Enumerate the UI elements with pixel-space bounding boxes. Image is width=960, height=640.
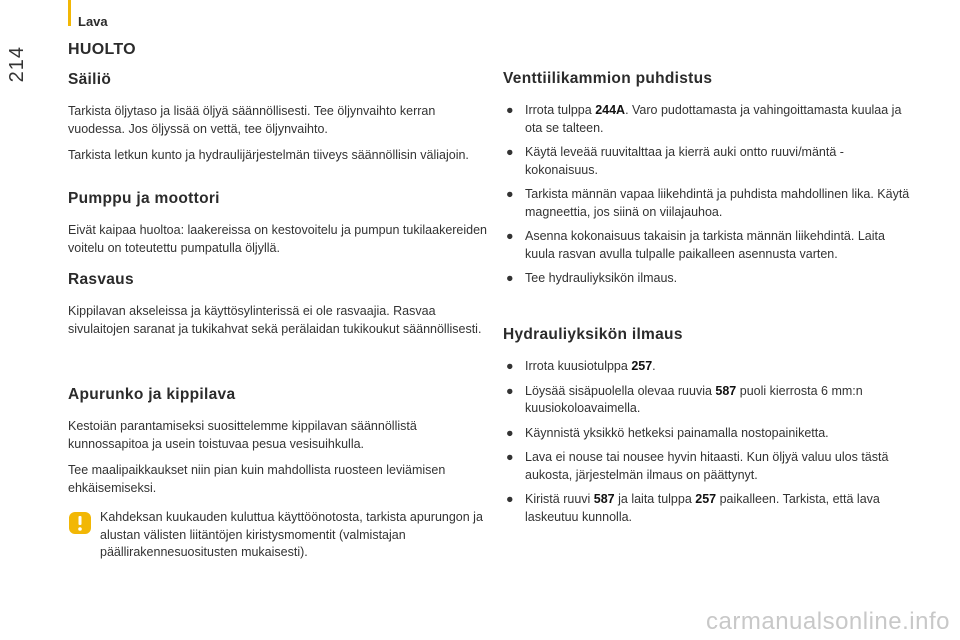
section-hydrauliyksikko (503, 326, 913, 533)
list-item: ● Lava ei nouse tai nousee hyvin hitaasti. Kun öljyä valuu ulos tästä aukosta, järjestelmän ilmaus on päättynyt. (506, 450, 889, 482)
section-title: Rasvaus (68, 271, 134, 288)
list-item: ● Asenna kokonaisuus takaisin ja tarkista männän liikehdintä. Laita kuula rasvan avulla tulpalle paikalleen asennusta varten. (506, 229, 885, 261)
paragraph: Kippilavan akseleissa ja käyttösylinterissä ei ole rasvaajia. Rasvaa sivulaitojen saranat ja tukikahvat sekä perälaidan tukikoukut säännöllisesti. (68, 304, 482, 336)
paragraph: Eivät kaipaa huoltoa: laakereissa on kestovoitelu ja pumpun tukilaakereiden voitelu on toteutettu pumpatulla öljyllä. (68, 223, 488, 255)
section-title: Hydrauliyksikön ilmaus (503, 326, 683, 343)
section-title: Pumppu ja moottori (68, 190, 220, 207)
bullet-list (503, 102, 913, 288)
paragraph: Tarkista letkun kunto ja hydraulijärjestelmän tiiveys säännöllisin väliajoin. (68, 148, 469, 162)
section-venttiilikammio (503, 70, 913, 295)
list-item: ● Tee hydrauliyksikön ilmaus. (503, 270, 913, 288)
bullet-icon: ● (506, 425, 514, 440)
section-sailio (68, 71, 488, 174)
watermark: carmanualsonline.info (706, 608, 950, 635)
bullet-icon: ● (506, 187, 514, 201)
section-title: Venttiilikammion puhdistus (503, 70, 713, 87)
warning-note (68, 509, 488, 562)
section-rasvaus (68, 271, 488, 347)
warning-text: Kahdeksan kuukauden kuluttua käyttöönotosta, tarkista apurungon ja alustan välisten liitäntöjen kiristysmomentit (valmistajan päällirakennesuositusten mukaisesti). (100, 510, 483, 559)
bullet-icon: ● (506, 271, 514, 285)
bullet-icon: ● (506, 450, 514, 464)
section-title: Apurunko ja kippilava (68, 386, 236, 403)
list-item: ● Käynnistä yksikkö hetkeksi painamalla nostopainiketta. (503, 425, 913, 443)
list-item: ● Tarkista männän vapaa liikehdintä ja puhdista mahdollinen lika. Käytä magneettia, jos siinä on viilajauhoa. (506, 187, 910, 219)
section-pumppu (68, 190, 488, 266)
bullet-icon: ● (506, 492, 514, 506)
bullet-list (503, 358, 913, 526)
list-item: ● Irrota tulppa 244A. Varo pudottamasta ja vahingoittamasta kuulaa ja ota se talteen. (506, 103, 902, 135)
page-number: 214 (6, 46, 28, 83)
list-item: ● Irrota kuusiotulppa 257. (503, 358, 913, 376)
main-title: HUOLTO (68, 41, 136, 58)
list-item: ● Kiristä ruuvi 587 ja laita tulppa 257 paikalleen. Tarkista, että lava laskeutuu kunnolla. (506, 492, 880, 524)
bullet-icon: ● (506, 359, 514, 373)
bullet-icon: ● (506, 383, 514, 398)
header-label: Lava (78, 14, 108, 29)
section-apurunko (68, 386, 488, 506)
bullet-icon: ● (506, 145, 514, 159)
section-title: Säiliö (68, 71, 112, 88)
header-accent-bar (68, 0, 71, 26)
paragraph: Kestoiän parantamiseksi suosittelemme kippilavan säännöllistä kunnossapitoa ja usein toistuvaa pesua vesisuihkulla. (68, 419, 417, 451)
list-item: ● Käytä leveää ruuvitalttaa ja kierrä auki ontto ruuvi/mäntä -kokonaisuus. (506, 145, 844, 177)
bullet-icon: ● (506, 103, 514, 117)
paragraph: Tarkista öljytaso ja lisää öljyä säännöllisesti. Tee öljynvaihto kerran vuodessa. Jos öljyssä on vettä, tee öljynvaihto. (68, 104, 436, 136)
list-item: ● Löysää sisäpuolella olevaa ruuvia 587 puoli kierrosta 6 mm:n kuusiokoloavaimella. (506, 383, 863, 415)
paragraph: Tee maalipaikkaukset niin pian kuin mahdollista ruosteen leviämisen ehkäisemiseksi. (68, 463, 446, 495)
bullet-icon: ● (506, 229, 514, 243)
exclamation-warning-icon (68, 511, 92, 535)
